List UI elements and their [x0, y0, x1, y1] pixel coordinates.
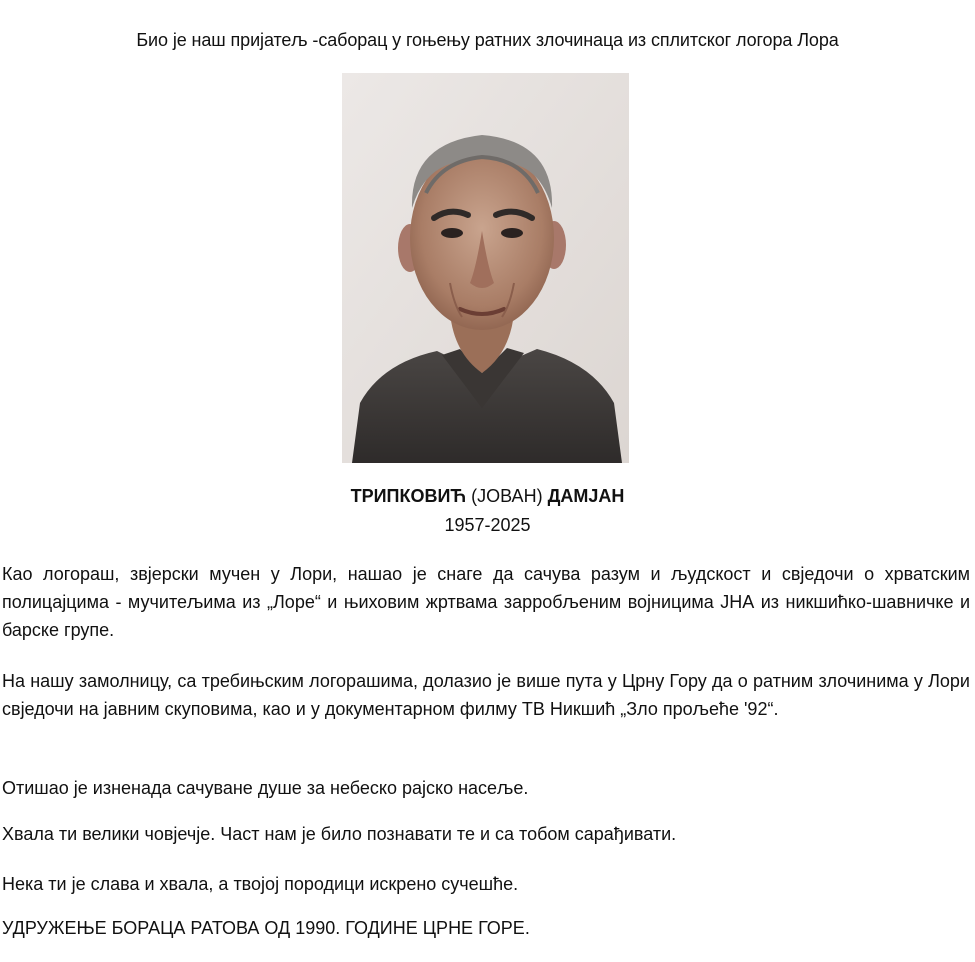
father-name: (ЈОВАН)	[471, 486, 543, 506]
paragraph-condolence: Нека ти је слава и хвала, а твојој породици искрено сучешће.	[2, 874, 519, 894]
paragraph-witness: На нашу замолницу, са требињским логорашима, долазио је више пута у Црну Гору да о ратним злочинима у Лори свједочи на јавним скуповима, као и у документарном филму ТВ Никшић „Зло прољеће '92“.	[2, 671, 970, 719]
portrait-illustration	[342, 73, 629, 463]
paragraph-testimony: Као логораш, звјерски мучен у Лори, нашао је снаге да сачува разум и људскост и свједочи о хрватским полицајцима - мучитељима из „Лоре“ и њиховим жртвама зарробљеним војницима ЈНА из никшићко-шавничке и барске групе.	[2, 564, 970, 640]
paragraph-departure: Отишао је изненада сачуване душе за небеско рајско насеље.	[2, 778, 529, 798]
paragraph-thanks: Хвала ти велики човјечје. Част нам је било познавати те и са тобом сарађивати.	[2, 824, 677, 844]
deceased-name	[0, 486, 975, 507]
signature-association: УДРУЖЕЊЕ БОРАЦА РАТОВА ОД 1990. ГОДИНЕ ЦРНЕ ГОРЕ.	[2, 918, 530, 938]
portrait-photo	[342, 73, 629, 463]
life-years: 1957-2025	[444, 515, 531, 535]
intro-line: Био је наш пријатељ -саборац у гоњењу ратних злочинаца из сплитског логора Лора	[136, 30, 839, 50]
surname: ТРИПКОВИЋ	[350, 486, 467, 506]
first-name: ДАМЈАН	[547, 486, 625, 506]
